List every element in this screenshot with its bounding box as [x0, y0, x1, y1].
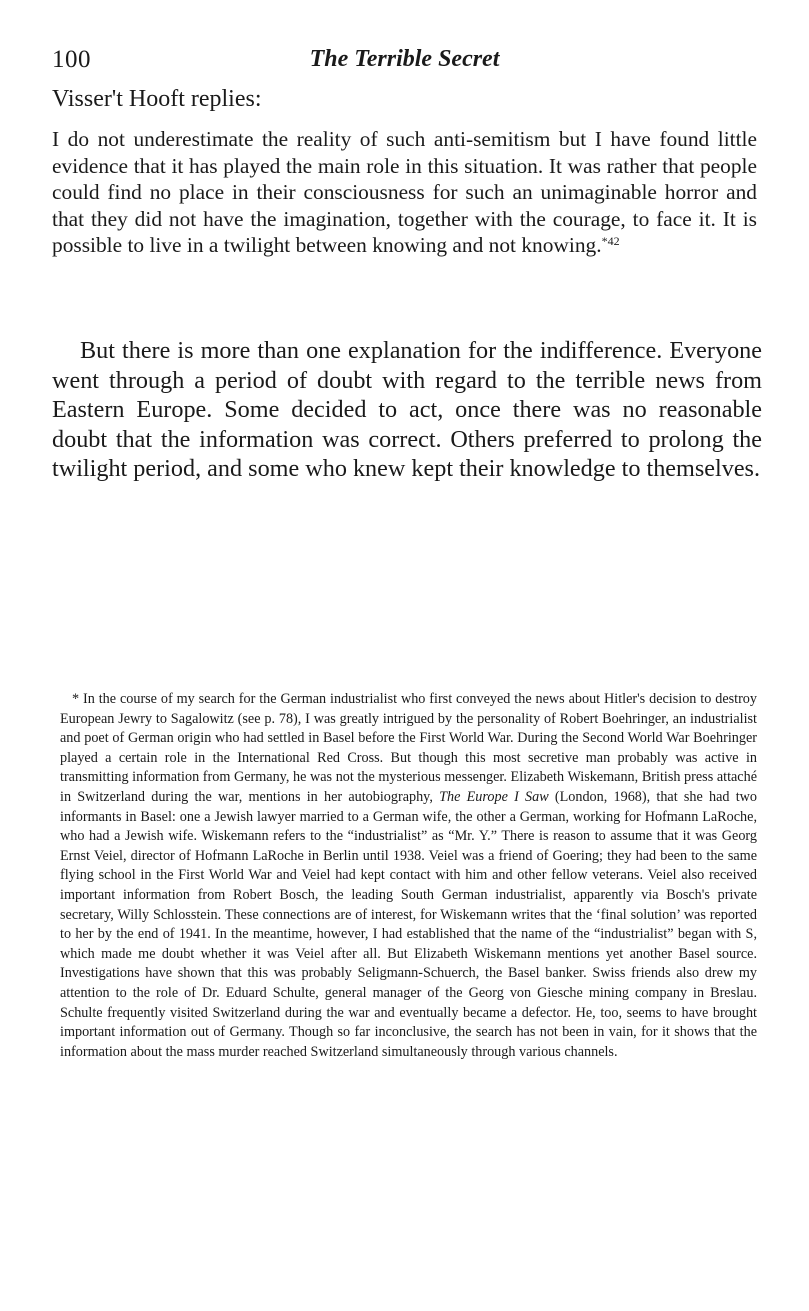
footnote [60, 690, 757, 1062]
body-paragraph: But there is more than one explanation for the indifference. Everyone went through a period of doubt with regard to the terrible news from Eastern Europe. Some decided to act, once there was no reasonable doubt that the information was correct. Others preferred to prolong the twilight period, and some who knew kept their knowledge to themselves. [52, 337, 762, 482]
footnote-reference: *42 [601, 234, 620, 248]
footnote-text-part1: * In the course of my search for the German industrialist who first conveyed the news about Hitler's decision to destroy European Jewry to Sagalowitz (see p. 78), I was greatly intrigued by the personality of Robert Boehringer, an industrialist and poet of German origin who had settled in Basel before the First World War. During the Second World War Boehringer played a certain role in the International Red Cross. But though this most secretive man probably was active in transmitting information from Germany, he was not the mysterious messenger. Elizabeth Wiskemann, British press attaché in Switzerland during the war, mentions in her autobiography, [60, 691, 757, 805]
block-quote [52, 126, 757, 259]
page-number: 100 [52, 46, 91, 73]
quote-attribution: Visser't Hooft replies: [52, 86, 262, 112]
page-header [52, 46, 757, 80]
running-title: The Terrible Secret [309, 46, 500, 72]
footnote-text-part2: (London, 1968), that she had two informants in Basel: one a Jewish lawyer married to a German wife, the other a German, working for Hofmann LaRoche, who had a Jewish wife. Wiskemann refers to the “industrialist” as “Mr. Y.” There is reason to assume that it was Georg Ernst Veiel, director of Hofmann LaRoche in Berlin until 1938. Veiel was a friend of Goering; they had been to the same flying school in the First World War and Veiel had kept contact with him and other fellow veterans. Veiel also received important information from Robert Bosch, the leading South German industrialist, apparently via Bosch's private secretary, Willy Schlosstein. These connections are of interest, for Wiskemann writes that the ‘final solution’ was reported to her by the end of 1941. In the meantime, however, I had established that the name of the “industrialist” began with S, which made me doubt whether it was Veiel after all. But Elizabeth Wiskemann mentions yet another Basel source. Investigations have shown that this was probably Seligmann-Schuerch, the Basel banker. Swiss friends also drew my attention to the role of Dr. Eduard Schulte, general manager of the Georg von Giesche mining company in Breslau. Schulte frequently visited Switzerland during the war and eventually became a defector. He, too, seems to have brought important information out of Germany. Though so far inconclusive, the search has not been in vain, for it shows that the information about the mass murder reached Switzerland simultaneously through various channels. [60, 788, 757, 1060]
block-quote-text: I do not underestimate the reality of such anti-semitism but I have found little evidence that it has played the main role in this situation. It was rather that people could find no place in their consciousness for such an unimaginable horror and that they did not have the imagination, together with the courage, to face it. It is possible to live in a twilight between knowing and not knowing. [52, 127, 757, 257]
footnote-book-title: The Europe I Saw [439, 788, 549, 805]
